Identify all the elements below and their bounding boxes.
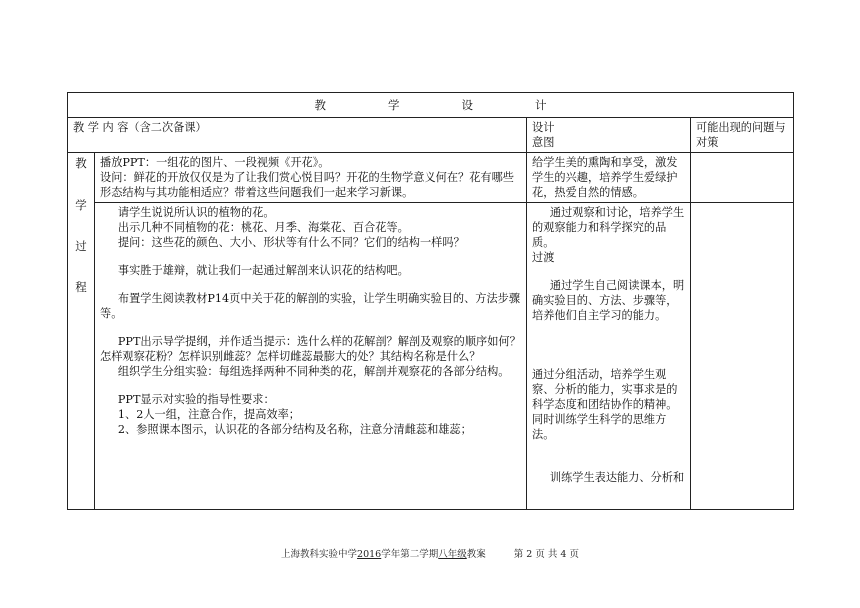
lesson-plan-table — [67, 92, 794, 510]
content-paragraph: PPT显示对实验的指导性要求： — [117, 393, 275, 406]
intro-line: 播放PPT：一组花的图片、一段视频《开花》。 — [100, 156, 330, 169]
content-paragraph: 出示几种不同植物的花：桃花、月季、海棠花、百合花等。 — [117, 221, 409, 234]
intro-line: 设问：鲜花的开放仅仅是为了让我们赏心悦目吗？开花的生物学意义何在？花有哪些形态结构与其功能相适应？带着这些问题我们一起来学习新课。 — [100, 171, 514, 199]
footer-school: 上海教科实验中学 — [281, 549, 358, 560]
header-issues-label: 可能出现的问题与对策 — [696, 121, 786, 149]
design-text: 通过分组活动，培养学生观察、分析的能力，实事求是的科学态度和团结协作的精神。同时训练学生科学的思维方法。 — [532, 368, 678, 441]
content-paragraph: 事实胜于雄辩，就让我们一起通过解剖来认识花的结构吧。 — [117, 264, 409, 277]
design-text: 过渡 — [532, 251, 555, 264]
side-label-cell — [68, 153, 95, 510]
header-issues — [691, 118, 794, 153]
footer-page-number: 第 2 页 共 4 页 — [513, 549, 579, 560]
table-title: 教学设计 — [314, 97, 609, 112]
page-footer — [0, 546, 860, 560]
content-paragraph: 请学生说说所认识的植物的花。 — [117, 206, 275, 219]
content-paragraph: 2、参照课本图示，认识花的各部分结构及名称，注意分清雌蕊和雄蕊； — [117, 423, 472, 436]
content-paragraph: 组织学生分组实验：每组选择两种不同种类的花，解剖并观察花的各部分结构。 — [117, 365, 510, 378]
design-text: 通过观察和讨论，培养学生的观察能力和科学探究的品质。 — [532, 206, 685, 249]
design-text: 训练学生表达能力、分析和 — [549, 471, 685, 484]
header-content — [68, 118, 527, 153]
content-paragraph: PPT出示导学提纲，并作适当提示：选什么样的花解剖？解剖及观察的顺序如何？怎样观察花粉？怎样识别雌蕊？怎样切雌蕊最膨大的处？其结构名称是什么？ — [100, 335, 521, 363]
side-label-char: 学 — [75, 198, 87, 212]
content-paragraph: 1、2人一组，注意合作，提高效率； — [117, 408, 300, 421]
process-issues — [691, 203, 794, 510]
footer-year: 2016 — [357, 549, 382, 560]
intro-design — [527, 153, 691, 203]
side-label-char: 程 — [75, 280, 87, 294]
header-design-label: 设计意图 — [532, 121, 555, 149]
process-content — [95, 203, 527, 510]
footer-doc: 教案 — [466, 549, 486, 560]
side-label-char: 教 — [75, 156, 87, 170]
footer-grade: 八年级 — [438, 549, 467, 560]
footer-term: 学年第二学期 — [381, 549, 439, 560]
table-title-cell — [68, 93, 794, 118]
header-design — [527, 118, 691, 153]
content-paragraph: 提问：这些花的颜色、大小、形状等有什么不同？它们的结构一样吗？ — [117, 236, 465, 249]
intro-issues — [691, 153, 794, 203]
design-text: 给学生美的熏陶和享受，激发学生的兴趣，培养学生爱绿护花，热爱自然的情感。 — [532, 156, 678, 199]
side-label-char: 过 — [75, 239, 87, 253]
design-text: 通过学生自己阅读课本，明确实验目的、方法、步骤等，培养他们自主学习的能力。 — [532, 279, 685, 322]
intro-content — [95, 153, 527, 203]
process-design — [527, 203, 691, 510]
header-content-label: 教 学 内 容（含二次备课） — [73, 121, 207, 134]
content-paragraph: 布置学生阅读教材P14页中关于花的解剖的实验，让学生明确实验目的、方法步骤等。 — [100, 292, 521, 320]
